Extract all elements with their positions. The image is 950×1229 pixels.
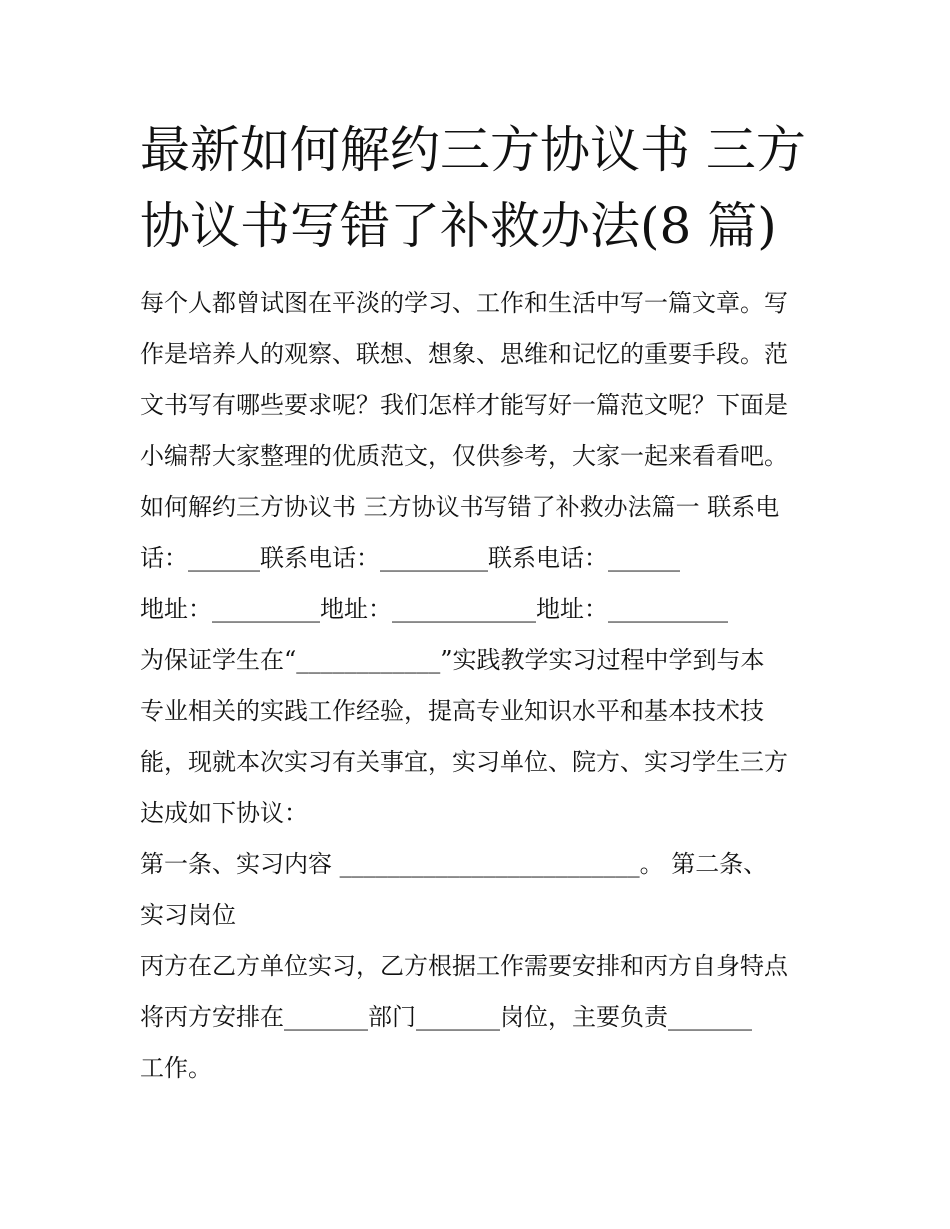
body-line: 小编帮大家整理的优质范文，仅供参考，大家一起来看看吧。 xyxy=(140,442,788,470)
title-line: 最新如何解约三方协议书 三方 xyxy=(140,121,806,179)
body-line: 达成如下协议： xyxy=(140,799,308,827)
body-line: 如何解约三方协议书 三方协议书写错了补救办法篇一 联系电 xyxy=(140,493,780,521)
body-line: 作是培养人的观察、联想、想象、思维和记忆的重要手段。范 xyxy=(140,340,788,368)
body-line: 为保证学生在“____________”实践教学实习过程中学到与本 xyxy=(140,646,765,674)
body-line: 专业相关的实践工作经验，提高专业知识水平和基本技术技 xyxy=(140,697,764,725)
body-line: 能，现就本次实习有关事宜，实习单位、院方、实习学生三方 xyxy=(140,748,788,776)
body-line: 实习岗位 xyxy=(140,901,236,929)
body-line: 每个人都曾试图在平淡的学习、工作和生活中写一篇文章。写 xyxy=(140,289,788,317)
body-line: 话：______联系电话：_________联系电话：______ xyxy=(140,544,680,572)
body-line: 第一条、实习内容 _________________________。 第二条、 xyxy=(140,850,768,878)
body-line: 地址：_________地址：____________地址：__________ xyxy=(140,595,728,623)
document-body xyxy=(140,278,830,1094)
title-line: 协议书写错了补救办法(8 篇) xyxy=(140,197,777,255)
body-line: 工作。 xyxy=(140,1054,212,1082)
body-line: 文书写有哪些要求呢？我们怎样才能写好一篇范文呢？下面是 xyxy=(140,391,788,419)
body-line: 将丙方安排在_______部门_______岗位，主要负责_______ xyxy=(140,1003,752,1031)
document-title xyxy=(140,112,820,264)
body-line: 丙方在乙方单位实习，乙方根据工作需要安排和丙方自身特点 xyxy=(140,952,788,980)
